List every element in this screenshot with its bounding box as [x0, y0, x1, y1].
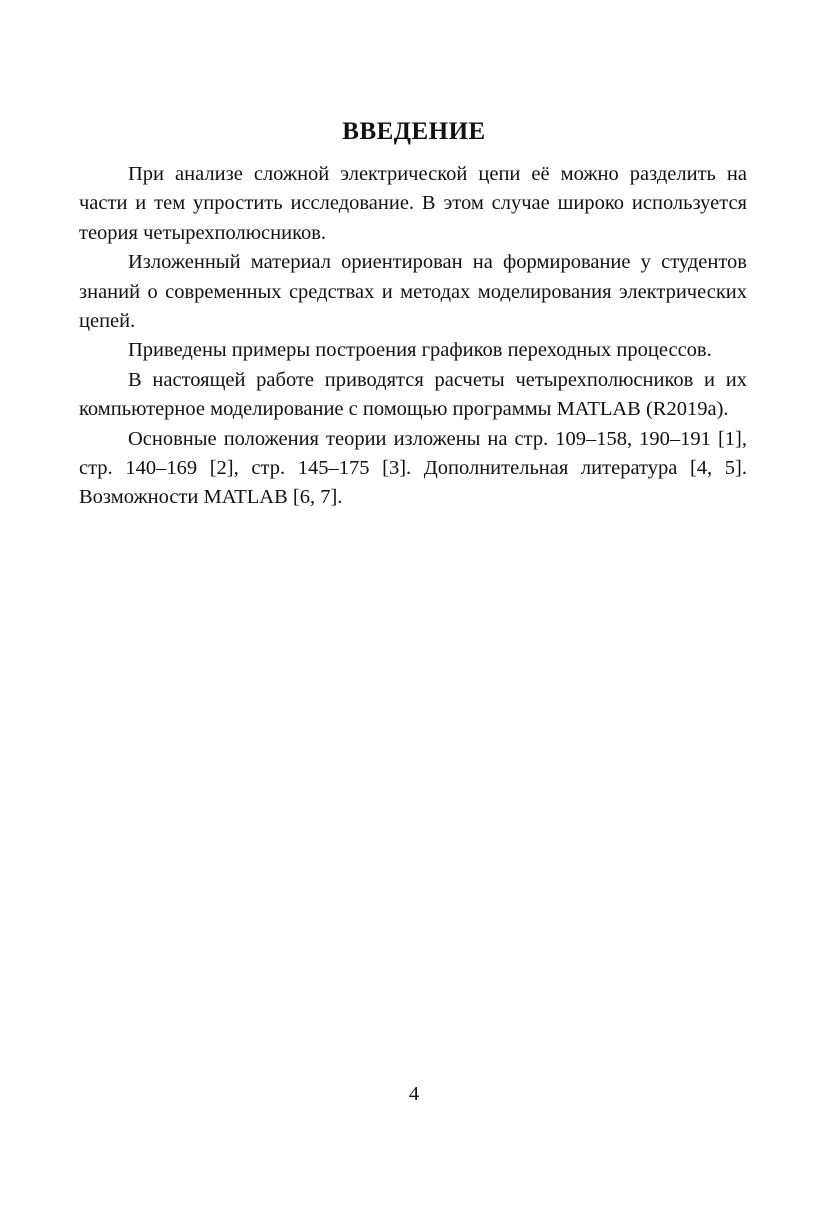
paragraph-material: Изложенный материал ориентирован на формирование у студентов знаний о современных средствах и методах моделирования электрических цепей.: [79, 251, 747, 333]
paragraph-examples: Приведены примеры построения графиков переходных процессов.: [128, 339, 712, 362]
page-title: ВВЕДЕНИЕ: [342, 117, 486, 145]
paragraph-references: Основные положения теории изложены на стр. 109–158, 190–191 [1], стр. 140–169 [2], стр. 145–175 [3]. Дополнительная литература [4, 5]. Возможности MATLAB [6, 7].: [79, 427, 747, 509]
page-number: 4: [408, 1083, 420, 1105]
paragraph-matlab: В настоящей работе приводятся расчеты четырехполюсников и их компьютерное моделирование с помощью программы MATLAB (R2019a).: [79, 368, 747, 421]
body-text: [79, 160, 747, 513]
paragraph-intro: При анализе сложной электрической цепи её можно разделить на части и тем упростить исследование. В этом случае широко используется теория четырехполюсников.: [79, 163, 747, 244]
